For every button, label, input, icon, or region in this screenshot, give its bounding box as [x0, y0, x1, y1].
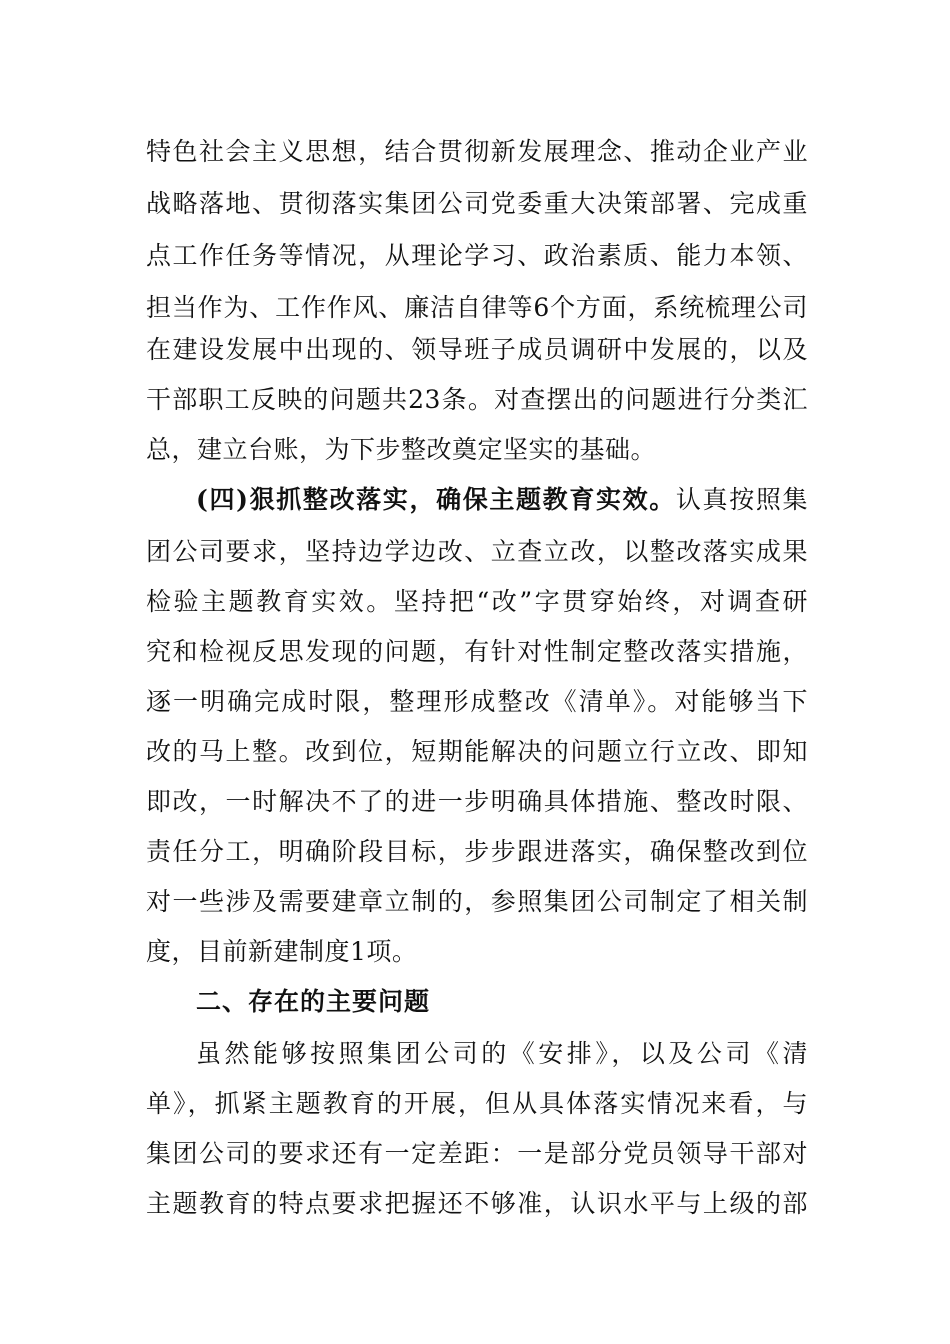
paragraph-2-line-4: 究和检视反思发现的问题，有针对性制定整改落实措施，	[146, 637, 808, 666]
paragraph-1-line-4: 担当作为、工作作风、廉洁自律等6个方面，系统梳理公司	[146, 293, 808, 322]
paragraph-1-line-5: 在建设发展中出现的、领导班子成员调研中发展的，以及	[146, 335, 808, 364]
paragraph-3-line-1: 虽然能够按照集团公司的《安排》，以及公司《清	[196, 1039, 808, 1068]
paragraph-1-line-1: 特色社会主义思想，结合贯彻新发展理念、推动企业产业	[146, 137, 808, 166]
paragraph-3-line-3: 集团公司的要求还有一定差距：一是部分党员领导干部对	[146, 1139, 808, 1168]
paragraph-2-line-3: 检验主题教育实效。坚持把“改”字贯穿始终，对调查研	[146, 587, 808, 616]
paragraph-1-line-3: 点工作任务等情况，从理论学习、政治素质、能力本领、	[146, 241, 808, 270]
paragraph-2-first-line-rest: 认真按照集	[675, 485, 808, 514]
paragraph-2-line-10: 度，目前新建制度1项。	[146, 937, 418, 966]
section-heading: 二、存在的主要问题	[196, 987, 431, 1016]
paragraph-2-line-7: 即改，一时解决不了的进一步明确具体措施、整改时限、	[146, 787, 808, 816]
paragraph-3-line-4: 主题教育的特点要求把握还不够准，认识水平与上级的部	[146, 1189, 808, 1218]
paragraph-2-line-8: 责任分工，明确阶段目标，步步跟进落实，确保整改到位	[146, 837, 808, 866]
paragraph-1-line-7: 总，建立台账，为下步整改奠定坚实的基础。	[146, 435, 657, 464]
paragraph-2-heading: (四)狠抓整改落实，确保主题教育实效。	[196, 485, 676, 514]
paragraph-1-line-6: 干部职工反映的问题共23条。对查摆出的问题进行分类汇	[146, 385, 808, 414]
paragraph-1-line-2: 战略落地、贯彻落实集团公司党委重大决策部署、完成重	[146, 189, 808, 218]
paragraph-3-line-2: 单》，抓紧主题教育的开展，但从具体落实情况来看，与	[146, 1089, 808, 1118]
paragraph-2-line-6: 改的马上整。改到位，短期能解决的问题立行立改、即知	[146, 737, 808, 766]
paragraph-2-line-5: 逐一明确完成时限，整理形成整改《清单》。对能够当下	[146, 687, 808, 716]
paragraph-2-line-2: 团公司要求，坚持边学边改、立查立改，以整改落实成果	[146, 537, 808, 566]
paragraph-2-line-9: 对一些涉及需要建章立制的，参照集团公司制定了相关制	[146, 887, 808, 916]
paragraph-2-line-1	[196, 474, 808, 526]
